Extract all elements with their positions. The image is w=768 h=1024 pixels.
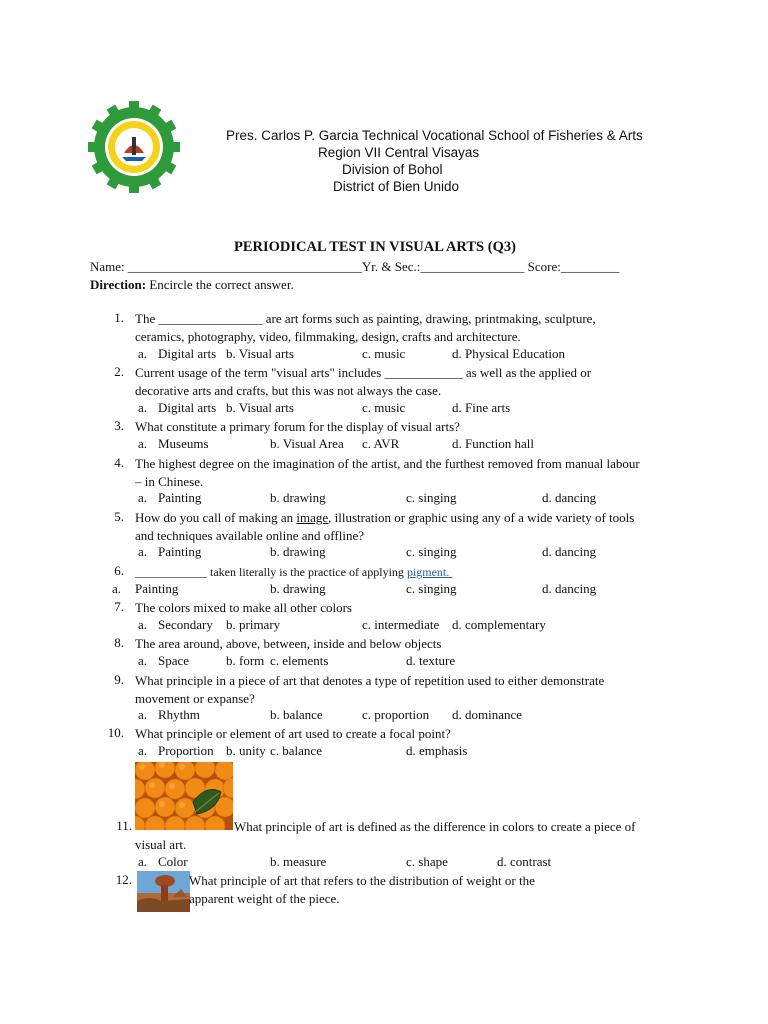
q10-text: What principle or element of art used to create a focal point? (135, 726, 451, 741)
q4-opt-d[interactable]: d. dancing (542, 490, 597, 505)
q1-opt-a-letter: a. (138, 346, 148, 361)
q11-text: What principle of art is defined as the difference in colors to create a piece of (234, 819, 636, 834)
q9-line2: movement or expanse? (135, 691, 255, 706)
q7-opt-a[interactable]: Secondary (158, 617, 213, 632)
q8-opt-b[interactable]: b. form (226, 653, 265, 668)
q2-text: Current usage of the term "visual arts" includes ____________ as well as the applied or (135, 365, 592, 380)
q7-text: The colors mixed to make all other colors (135, 600, 352, 615)
name-line: Name: ____________________________________Yr. & Sec.:________________ Score:_________ (90, 259, 620, 274)
q11-opt-a-letter: a. (138, 854, 148, 869)
q1-opt-d[interactable]: d. Physical Education (452, 346, 566, 361)
q8-opt-d[interactable]: d. texture (406, 653, 456, 668)
q5-opt-a[interactable]: Painting (158, 544, 202, 559)
q6-pigment-link[interactable]: pigment (406, 565, 447, 579)
region-line: Region VII Central Visayas (318, 145, 480, 160)
district-line: District of Bien Unido (333, 179, 460, 194)
q9-opt-d[interactable]: d. dominance (452, 707, 523, 722)
direction-label: Direction: (90, 277, 147, 292)
q6-mid: taken literally is the practice of applying (207, 565, 407, 579)
q6-opt-a-letter: a. (112, 581, 122, 596)
q6-link-tail: . (446, 565, 453, 579)
q11-opt-a[interactable]: Color (158, 854, 188, 869)
q4-line2: – in Chinese. (135, 474, 204, 489)
q11-opt-c[interactable]: c. shape (406, 854, 448, 869)
q2-number: 2. (114, 364, 124, 379)
q5-pre: How do you call of making an (135, 510, 297, 525)
q1-pre: The (135, 311, 159, 326)
q9-text: What principle in a piece of art that denotes a type of repetition used to either demonstrate (135, 673, 605, 688)
q3-text: What constitute a primary forum for the display of visual arts? (135, 419, 460, 434)
q12-line2: apparent weight of the piece. (189, 891, 340, 906)
q7-opt-a-letter: a. (138, 617, 148, 632)
q10-opt-c[interactable]: c. balance (270, 743, 322, 758)
q6-opt-c[interactable]: c. singing (406, 581, 457, 596)
balanced-rock-image (137, 871, 190, 912)
q5-line2: and techniques available online and offline? (135, 528, 364, 543)
q8-opt-a-letter: a. (138, 653, 148, 668)
q8-text: The area around, above, between, inside and below objects (135, 636, 442, 651)
q2-opt-c[interactable]: c. music (362, 400, 406, 415)
q2-line2: decorative arts and crafts, but this was not always the case. (135, 383, 442, 398)
q2-opt-d[interactable]: d. Fine arts (452, 400, 511, 415)
q5-image-link[interactable]: image (296, 510, 329, 525)
q6-opt-a[interactable]: Painting (135, 581, 179, 596)
q9-opt-a-letter: a. (138, 707, 148, 722)
oranges-image (135, 762, 233, 830)
q5-opt-b[interactable]: b. drawing (270, 544, 326, 559)
q7-opt-c[interactable]: c. intermediate (362, 617, 440, 632)
q4-number: 4. (114, 455, 124, 470)
q1-number: 1. (114, 310, 124, 325)
q4-text: The highest degree on the imagination of the artist, and the furthest removed from manual labour (135, 456, 640, 471)
q3-number: 3. (114, 418, 124, 433)
q7-opt-b[interactable]: b. primary (226, 617, 281, 632)
q11-opt-d[interactable]: d. contrast (497, 854, 552, 869)
q6-blank: ____________ (135, 565, 207, 579)
q2-opt-a-letter: a. (138, 400, 148, 415)
q9-opt-c[interactable]: c. proportion (362, 707, 430, 722)
q10-opt-a-letter: a. (138, 743, 148, 758)
q7-number: 7. (114, 599, 124, 614)
q3-opt-b[interactable]: b. Visual Area (270, 436, 344, 451)
q11-opt-b[interactable]: b. measure (270, 854, 327, 869)
q4-opt-a-letter: a. (138, 490, 148, 505)
q5-text (135, 509, 634, 527)
q6-opt-d[interactable]: d. dancing (542, 581, 597, 596)
q4-opt-c[interactable]: c. singing (406, 490, 457, 505)
q1-text (135, 310, 596, 328)
q4-opt-b[interactable]: b. drawing (270, 490, 326, 505)
q10-opt-a[interactable]: Proportion (158, 743, 214, 758)
q9-number: 9. (114, 672, 124, 687)
q3-opt-a[interactable]: Museums (158, 436, 209, 451)
q5-opt-d[interactable]: d. dancing (542, 544, 597, 559)
q8-number: 8. (114, 635, 124, 650)
division-line: Division of Bohol (342, 162, 443, 177)
q2-opt-b[interactable]: b. Visual arts (226, 400, 294, 415)
q1-line2: ceramics, photography, video, filmmaking, design, crafts and architecture. (135, 329, 521, 344)
q1-blank: ________________ (158, 311, 263, 326)
q12-text: What principle of art that refers to the distribution of weight or the (189, 873, 535, 888)
q1-opt-a[interactable]: Digital arts (158, 346, 217, 361)
q8-opt-a[interactable]: Space (158, 653, 190, 668)
school-name: Pres. Carlos P. Garcia Technical Vocational School of Fisheries & Arts (226, 128, 643, 143)
q10-number: 10. (107, 725, 124, 740)
q5-opt-a-letter: a. (138, 544, 148, 559)
q7-opt-d[interactable]: d. complementary (452, 617, 546, 632)
q4-opt-a[interactable]: Painting (158, 490, 202, 505)
q5-post: , illustration or graphic using any of a wide variety of tools (328, 510, 635, 525)
q6-opt-b[interactable]: b. drawing (270, 581, 326, 596)
q5-number: 5. (114, 509, 124, 524)
q3-opt-d[interactable]: d. Function hall (452, 436, 534, 451)
q3-opt-c[interactable]: c. AVR (362, 436, 400, 451)
q6-number: 6. (114, 563, 124, 578)
q11-line2: visual art. (135, 837, 187, 852)
q11-number: 11. (116, 818, 132, 833)
q9-opt-a[interactable]: Rhythm (158, 707, 200, 722)
q5-opt-c[interactable]: c. singing (406, 544, 457, 559)
q2-opt-a[interactable]: Digital arts (158, 400, 217, 415)
q1-opt-b[interactable]: b. Visual arts (226, 346, 294, 361)
direction-text: Encircle the correct answer. (146, 277, 294, 292)
q12-number: 12. (115, 872, 132, 887)
school-logo (88, 101, 180, 193)
q8-opt-c[interactable]: c. elements (270, 653, 329, 668)
direction-line (90, 277, 294, 293)
q9-opt-b[interactable]: b. balance (270, 707, 323, 722)
test-title: PERIODICAL TEST IN VISUAL ARTS (Q3) (234, 239, 516, 255)
q1-post: are art forms such as painting, drawing, printmaking, sculpture, (262, 311, 596, 326)
q1-opt-c[interactable]: c. music (362, 346, 406, 361)
q10-opt-d[interactable]: d. emphasis (406, 743, 468, 758)
q6-text (135, 563, 452, 581)
q10-opt-b[interactable]: b. unity (226, 743, 266, 758)
q3-opt-a-letter: a. (138, 436, 148, 451)
